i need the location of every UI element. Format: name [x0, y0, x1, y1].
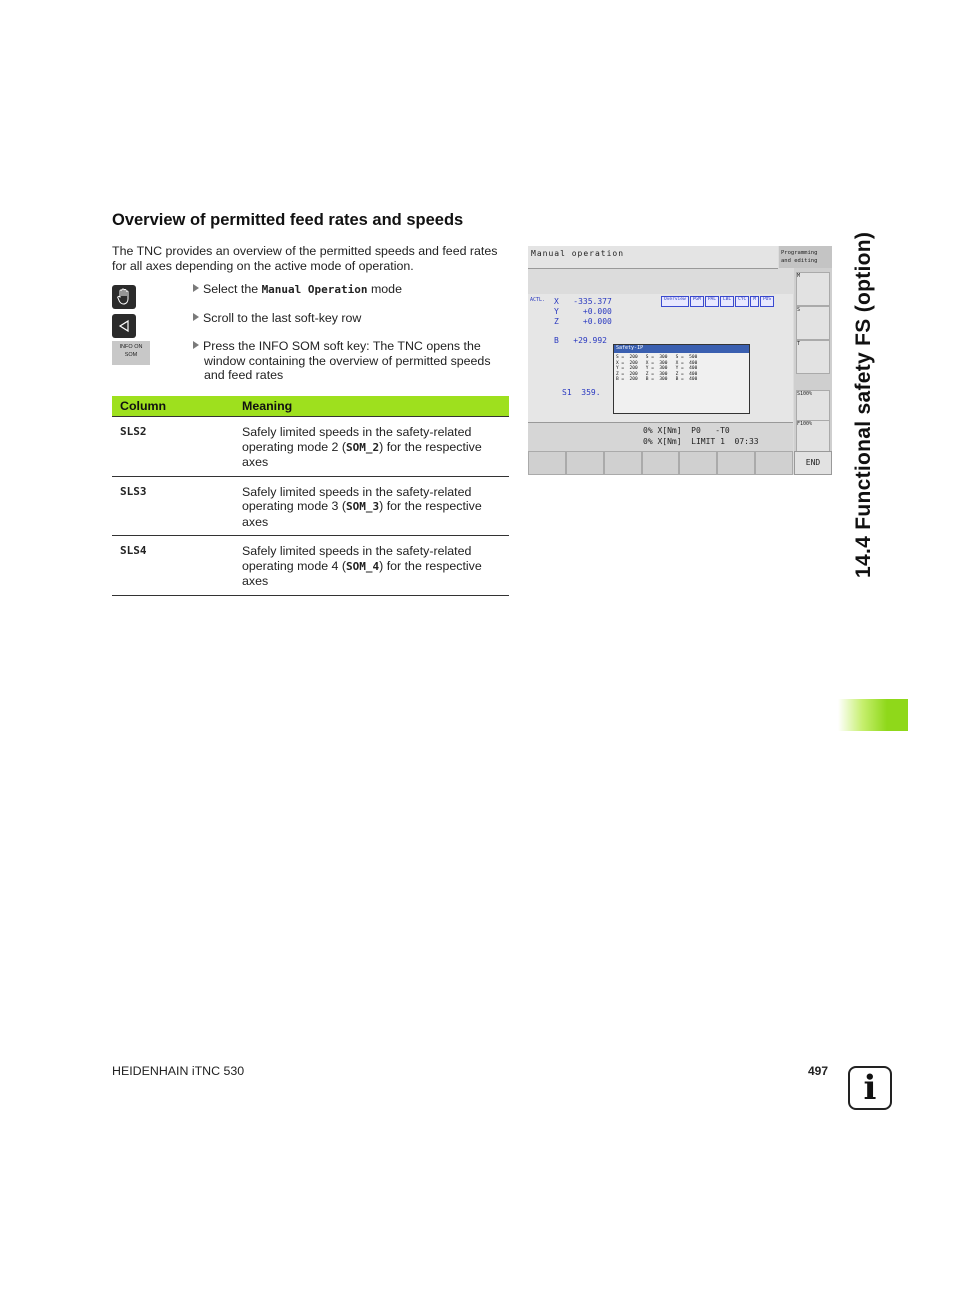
right-softkey[interactable]: S: [796, 306, 830, 340]
meaning-post: ) for the respective axes: [242, 439, 482, 469]
status-tab[interactable]: POS: [760, 296, 774, 307]
programming-mode-label: [779, 246, 832, 268]
axis-name: Z: [554, 317, 559, 326]
page-number: 497: [808, 1064, 829, 1078]
side-heading-text: 14.4 Functional safety FS (option): [852, 231, 875, 578]
hand-key-icon: [112, 285, 136, 309]
axis-row: [554, 297, 659, 307]
step-1-post: mode: [367, 282, 402, 296]
column-header-meaning: Meaning: [234, 396, 509, 417]
axis-value: +0.000: [582, 307, 612, 316]
screen-mode-title: Manual operation: [531, 249, 625, 258]
step-2: [193, 311, 511, 326]
window-rows: S = 200 S = 300 S = 500 X = 200 X = 300 X = 400 Y = 200 Y = 300 Y = 400 Z = 200 Z = 300 Z = 400 B = 200 B = 300 B = 400: [616, 355, 698, 383]
bottom-softkey[interactable]: [717, 451, 755, 475]
axis-name: B: [554, 336, 559, 345]
axis-value: +29.992: [573, 336, 607, 345]
step-3-line2: window containing the overview of permitted speeds: [204, 353, 491, 368]
intro-paragraph: The TNC provides an overview of the permitted speeds and feed rates for all axes depending on the active mode of operation.: [112, 244, 498, 273]
footer-product: HEIDENHAIN iTNC 530: [112, 1064, 245, 1078]
axis-value: +0.000: [582, 317, 612, 326]
tnc-screenshot: [528, 246, 832, 475]
meaning-post: ) for the respective axes: [242, 499, 482, 529]
bottom-softkey-row: [528, 451, 793, 475]
meaning-code: SOM_4: [346, 559, 380, 573]
prog-line1: Programming: [781, 250, 818, 256]
screen-header: [528, 246, 778, 269]
column-header-column: Column: [112, 396, 234, 417]
table-cell-column: SLS3: [112, 476, 234, 536]
table-cell-meaning: [234, 417, 509, 477]
meaning-code: SOM_2: [346, 440, 380, 454]
bottom-softkey[interactable]: [679, 451, 717, 475]
table-row: [112, 417, 509, 477]
step-arrow-icon: [193, 284, 199, 292]
step-3-line3: and feed rates: [204, 368, 284, 382]
table-cell-column: SLS2: [112, 417, 234, 477]
step-2-text: Scroll to the last soft-key row: [203, 311, 362, 325]
step-1: [193, 282, 511, 298]
step-1-pre: Select the: [203, 282, 262, 296]
right-softkey[interactable]: T: [796, 340, 830, 374]
table-cell-meaning: [234, 536, 509, 596]
status-tab[interactable]: PAL: [705, 296, 719, 307]
meaning-post: ) for the respective axes: [242, 558, 482, 588]
spindle-readout: S1 359.: [562, 388, 601, 397]
info-som-softkey: [112, 341, 150, 365]
meaning-pre: Safely limited speeds in the safety-related operating mode 2 (: [242, 425, 472, 454]
bottom-softkey[interactable]: [566, 451, 604, 475]
table-row: [112, 476, 509, 536]
status-bar: [528, 422, 793, 451]
actl-label: ACTL.: [530, 297, 546, 303]
table-header-row: [112, 396, 509, 417]
status-tab[interactable]: LBL: [720, 296, 734, 307]
softkey-line1: INFO ON: [119, 344, 143, 350]
safety-overview-window: [613, 344, 750, 414]
axis-name: Y: [554, 307, 559, 316]
end-softkey[interactable]: END: [794, 451, 832, 475]
table-cell-column: SLS4: [112, 536, 234, 596]
window-title: Safety-IP: [614, 345, 749, 353]
right-softkey[interactable]: M: [796, 272, 830, 306]
step-arrow-icon: [193, 313, 199, 321]
status-tab[interactable]: CYC: [735, 296, 749, 307]
status-line-1: 0% X[Nm] P0 -T0: [643, 426, 730, 435]
status-tab[interactable]: M: [750, 296, 759, 307]
axis-value: -335.377: [573, 297, 612, 306]
bottom-softkey[interactable]: [642, 451, 680, 475]
side-chapter-heading: [852, 212, 878, 578]
step-1-code: Manual Operation: [261, 283, 368, 296]
right-softkey[interactable]: S100%: [796, 390, 830, 424]
bottom-softkey[interactable]: [755, 451, 793, 475]
meaning-code: SOM_3: [346, 500, 380, 513]
step-arrow-icon: [193, 341, 199, 349]
status-line-2: 0% X[Nm] LIMIT 1 07:33: [643, 437, 759, 446]
scroll-left-key-icon: [112, 314, 136, 338]
step-3-line1: Press the INFO SOM soft key: The TNC opens the: [203, 339, 481, 353]
right-softkey[interactable]: F100%: [796, 420, 830, 454]
status-tab[interactable]: PGM: [690, 296, 704, 307]
step-3: [193, 339, 511, 383]
meaning-pre: Safely limited speeds in the safety-related operating mode 3 (: [242, 484, 472, 513]
prog-line2: and editing: [781, 258, 818, 264]
info-letter: i: [863, 1068, 877, 1108]
section-title: Overview of permitted feed rates and speeds: [112, 211, 464, 229]
bottom-softkey[interactable]: [528, 451, 566, 475]
meaning-pre: Safely limited speeds in the safety-related operating mode 4 (: [242, 544, 472, 573]
right-softkey-panel: [794, 268, 832, 475]
axis-row: [554, 317, 659, 327]
table-row: [112, 536, 509, 596]
status-tabs: [661, 296, 793, 306]
info-icon: [848, 1066, 892, 1110]
table-cell-meaning: [234, 476, 509, 536]
axis-name: X: [554, 297, 559, 306]
axis-row: [554, 307, 659, 317]
meaning-table: [112, 396, 509, 596]
status-tab[interactable]: Overview: [661, 296, 689, 307]
bottom-softkey[interactable]: [604, 451, 642, 475]
softkey-line2: SOM: [124, 352, 138, 358]
chapter-tab-marker: [838, 699, 908, 731]
